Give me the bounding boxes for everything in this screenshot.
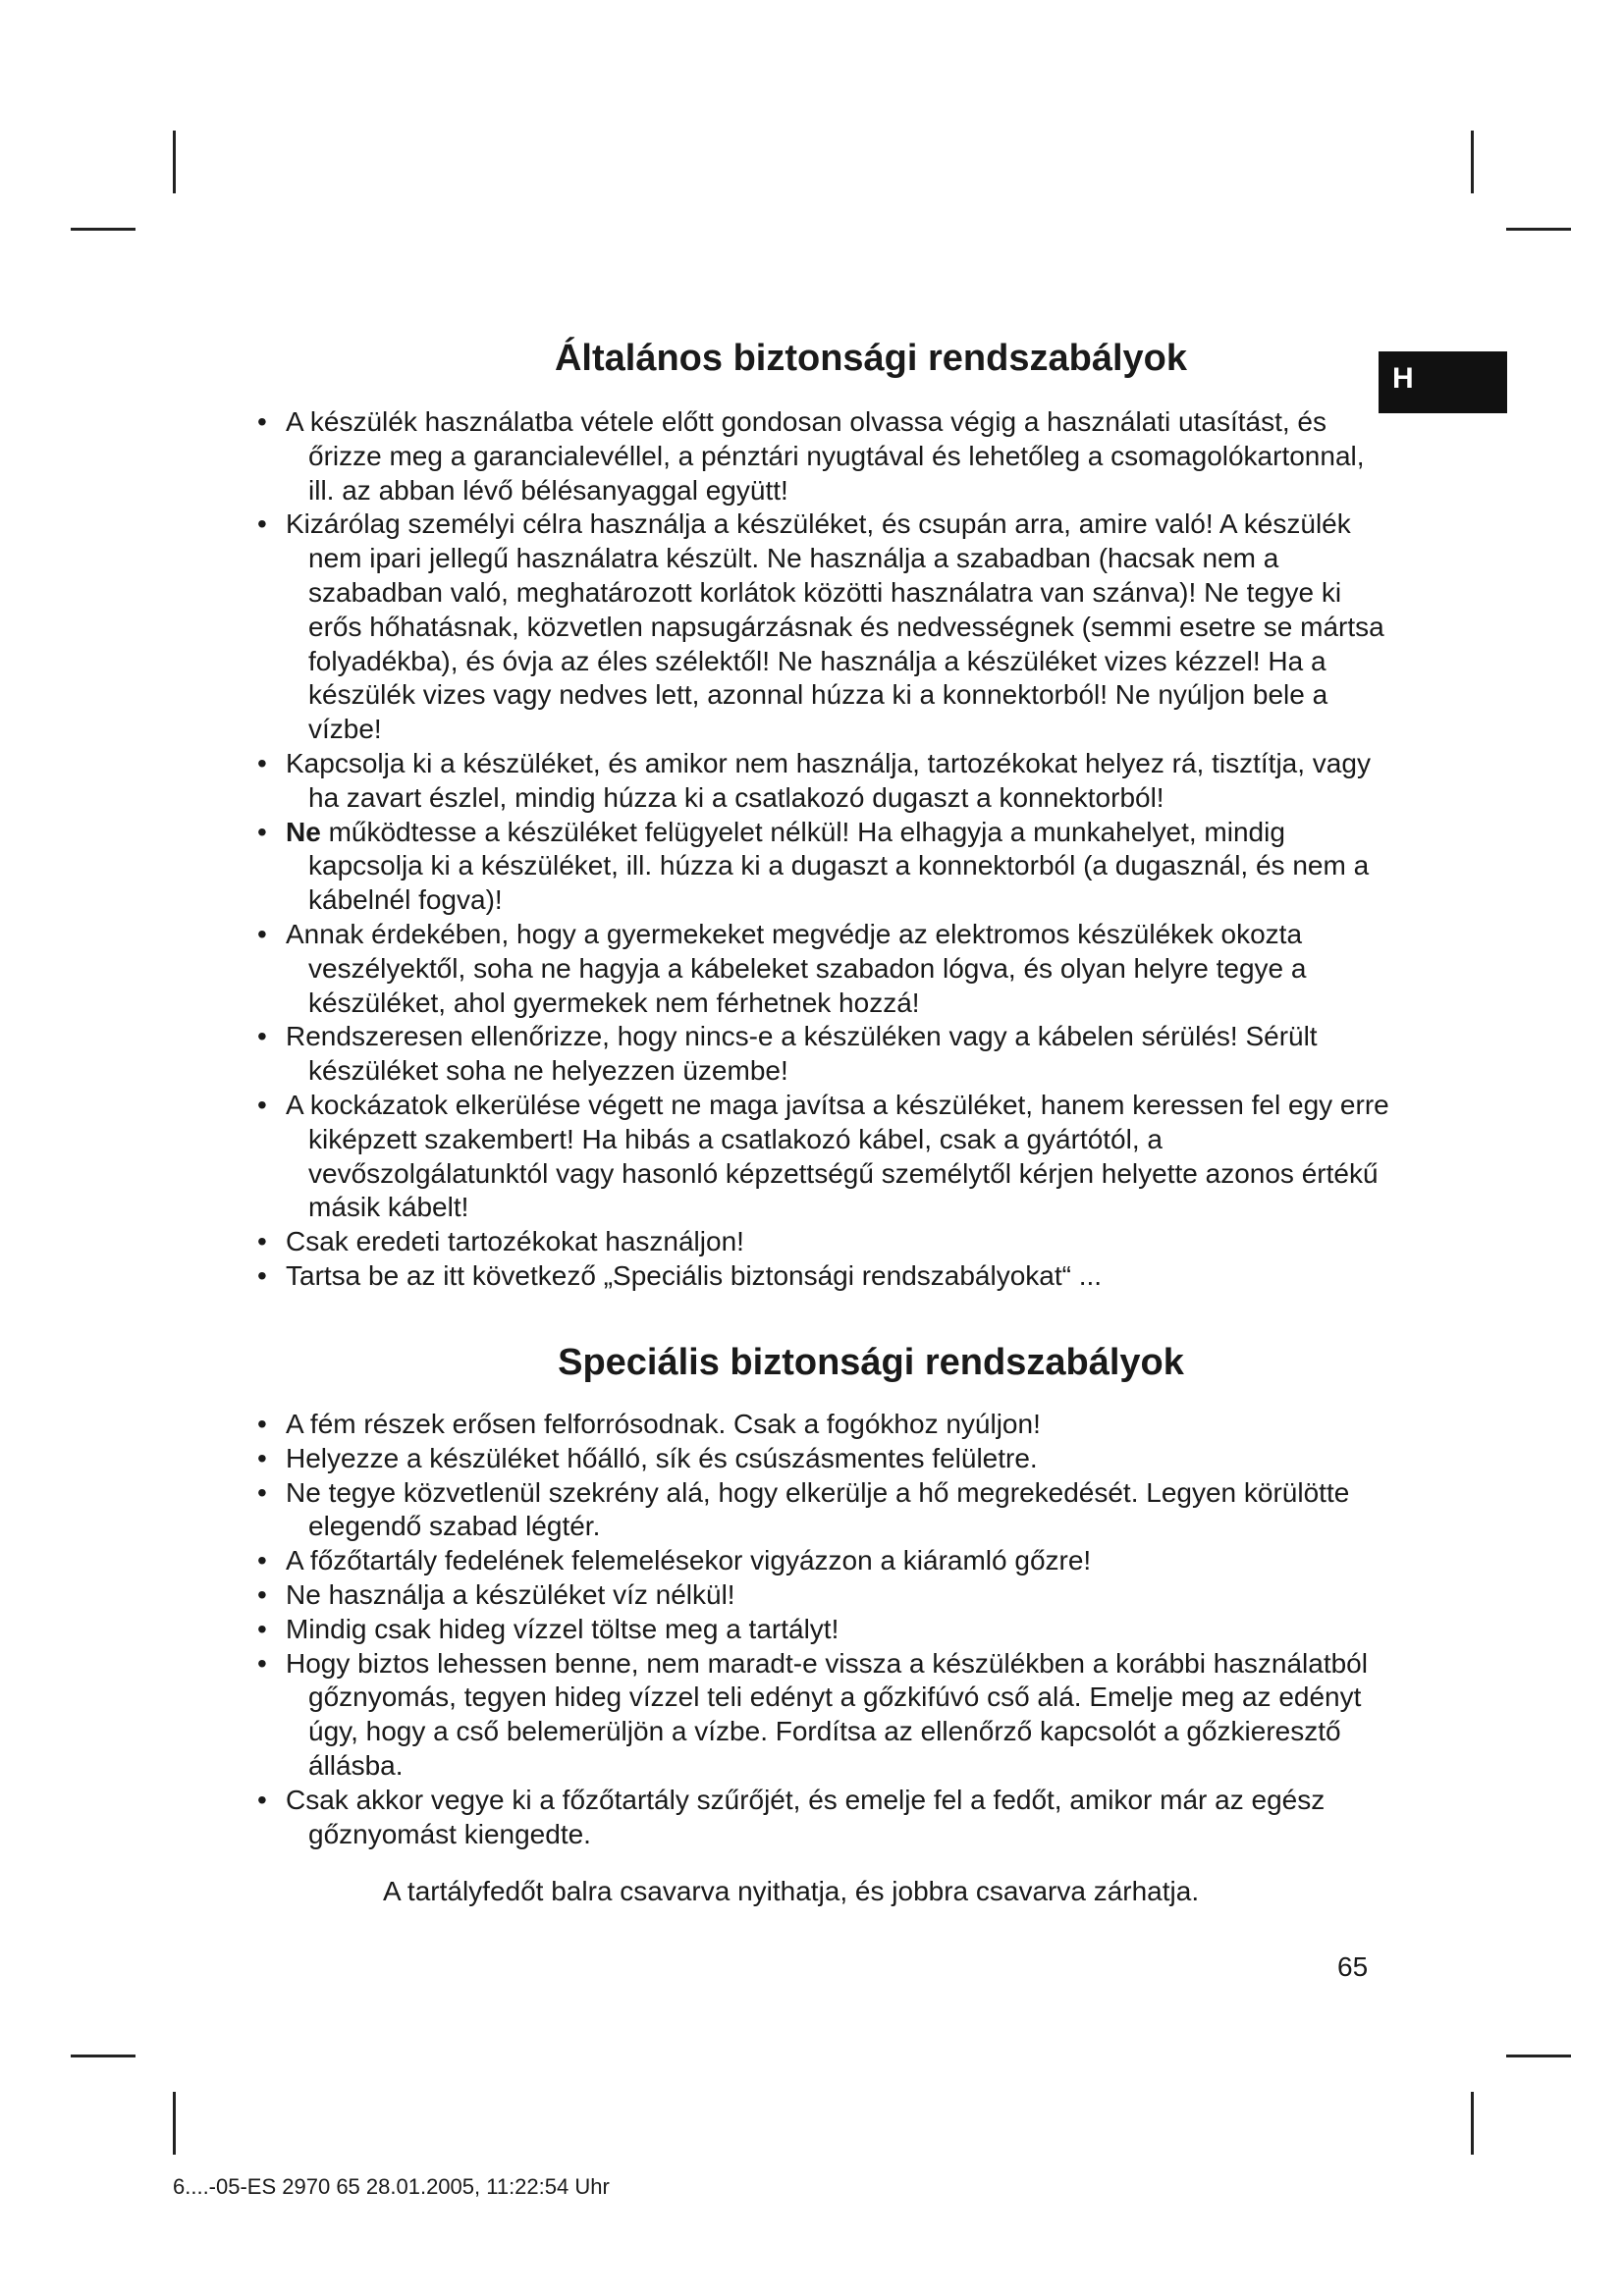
list-item [257, 816, 1396, 918]
list-item-text: Rendszeresen ellenőrizze, hogy nincs-e a készüléken vagy a kábelen sérülés! Sérült készüléket soha ne helyezzen üzembe! [286, 1021, 1318, 1087]
bullet-icon: • [257, 1226, 267, 1257]
bullet-icon: • [257, 1259, 267, 1291]
bullet-icon: • [257, 1578, 267, 1610]
list-item [257, 918, 1396, 1020]
list-item-text: Kizárólag személyi célra használja a készüléket, és csupán arra, amire való! A készülék nem ipari jellegű használatra készült. Ne használja a szabadban (hacsak nem a szabadban való, meghatározott korlátok közötti használatra van szánva)! Ne tegye ki erős hőhatásnak, közvetlen napsugárzásnak és nedvességnek (semmi esetre se mártsa folyadékba), és óvja az éles szélektől! Ne használja a készüléket vizes kézzel! Ha a készülék vizes vagy nedves lett, azonnal húzza ki a konnektorból! Ne nyúljon bele a vízbe! [286, 508, 1384, 745]
list-item [257, 1647, 1396, 1784]
bullet-icon: • [257, 1784, 267, 1815]
list-item-text: A főzőtartály fedelének felemelésekor vigyázzon a kiáramló gőzre! [286, 1545, 1092, 1576]
crop-mark-top-right-horizontal [1506, 228, 1571, 231]
list-item-text: Mindig csak hideg vízzel töltse meg a tartályt! [286, 1613, 839, 1644]
print-footer: 6....-05-ES 2970 65 28.01.2005, 11:22:54 Uhr [173, 2174, 610, 2199]
list-item [257, 1020, 1396, 1089]
list-item-text: működtesse a készüléket felügyelet nélkül! Ha elhagyja a munkahelyet, mindig kapcsolja ki a készüléket, ill. húzza ki a dugaszt a konnektorból (a dugasznál, és nem a kábelnél fogva)! [308, 816, 1370, 916]
list-item-text: Csak eredeti tartozékokat használjon! [286, 1226, 744, 1257]
crop-mark-bottom-right-vertical [1471, 2092, 1474, 2155]
section-title-general: Általános biztonsági rendszabályok [554, 338, 1188, 379]
crop-mark-bottom-right-horizontal [1506, 2055, 1571, 2057]
crop-mark-top-left-horizontal [71, 228, 135, 231]
list-item [257, 405, 1396, 507]
emphasis-ne: Ne [286, 816, 321, 847]
crop-mark-bottom-left-vertical [173, 2092, 176, 2155]
list-item [257, 1544, 1396, 1578]
list-item-text: Tartsa be az itt következő „Speciális biztonsági rendszabályokat“ ... [286, 1259, 1103, 1291]
list-item [257, 747, 1396, 816]
list-item [257, 1408, 1396, 1442]
bullet-icon: • [257, 747, 267, 778]
bullet-icon: • [257, 1089, 267, 1120]
bullet-icon: • [257, 1545, 267, 1576]
list-item [257, 1259, 1396, 1294]
list-item [257, 1784, 1396, 1852]
bullet-icon: • [257, 1613, 267, 1644]
lid-note: A tartályfedőt balra csavarva nyithatja, és jobbra csavarva zárhatja. [383, 1876, 1200, 1906]
bullet-icon: • [257, 508, 267, 540]
list-item [257, 1476, 1396, 1545]
section-title-special: Speciális biztonsági rendszabályok [558, 1342, 1184, 1383]
bullet-icon: • [257, 406, 267, 437]
bullet-icon: • [257, 816, 267, 847]
crop-mark-bottom-left-horizontal [71, 2055, 135, 2057]
bullet-icon: • [257, 918, 267, 949]
list-item [257, 1578, 1396, 1613]
list-item [257, 1225, 1396, 1259]
bullet-icon: • [257, 1409, 267, 1439]
list-item-text: A készülék használatba vétele előtt gondosan olvassa végig a használati utasítást, és őrizze meg a garancialevéllel, a pénztári nyugtával és lehetőleg a csomagolókartonnal, ill. az abban lévő bélésanyaggal együtt! [286, 406, 1365, 506]
page-number: 65 [1337, 1951, 1369, 1982]
bullet-icon: • [257, 1442, 267, 1473]
crop-mark-top-right-vertical [1471, 131, 1474, 193]
list-item-text: Helyezze a készüléket hőálló, sík és csúszásmentes felületre. [286, 1442, 1038, 1473]
list-item-text: Annak érdekében, hogy a gyermekeket megvédje az elektromos készülékek okozta veszélyektől, soha ne hagyja a kábeleket szabadon lógva, és olyan helyre tegye a készüléket, ahol gyermekek nem férhetnek hozzá! [286, 918, 1307, 1018]
language-tab: H [1379, 351, 1507, 413]
bullet-icon: • [257, 1647, 267, 1679]
bullet-icon: • [257, 1021, 267, 1052]
list-item-text: A fém részek erősen felforrósodnak. Csak a fogókhoz nyúljon! [286, 1409, 1041, 1439]
bullet-icon: • [257, 1476, 267, 1508]
list-item-text: Ne tegye közvetlenül szekrény alá, hogy elkerülje a hő megrekedését. Legyen körülötte elegendő szabad légtér. [286, 1476, 1350, 1542]
list-item-text: Hogy biztos lehessen benne, nem maradt-e vissza a készülékben a korábbi használatból gőznyomás, tegyen hideg vízzel teli edényt a gőzkifúvó cső alá. Emelje meg az edényt úgy, hogy a cső belemerüljön a vízbe. Fordítsa az ellenőrző kapcsolót a gőzkieresztő állásba. [286, 1647, 1368, 1781]
list-item [257, 1613, 1396, 1647]
crop-mark-top-left-vertical [173, 131, 176, 193]
list-item [257, 1442, 1396, 1476]
list-item [257, 507, 1396, 747]
list-item-text: Ne használja a készüléket víz nélkül! [286, 1578, 735, 1610]
list-item-text: Kapcsolja ki a készüléket, és amikor nem használja, tartozékokat helyez rá, tisztítja, vagy ha zavart észlel, mindig húzza ki a csatlakozó dugaszt a konnektorból! [286, 747, 1371, 813]
special-rules-list [257, 1408, 1396, 1851]
list-item-text: Csak akkor vegye ki a főzőtartály szűrőjét, és emelje fel a fedőt, amikor már az egész gőznyomást kiengedte. [286, 1784, 1326, 1849]
list-item-text: A kockázatok elkerülése végett ne maga javítsa a készüléket, hanem keressen fel egy erre kiképzett szakembert! Ha hibás a csatlakozó kábel, csak a gyártótól, a vevőszolgálatunktól vagy hasonló képzettségű személytől kérjen helyette azonos értékű másik kábelt! [286, 1089, 1389, 1223]
list-item [257, 1089, 1396, 1225]
general-rules-list [257, 405, 1396, 1294]
